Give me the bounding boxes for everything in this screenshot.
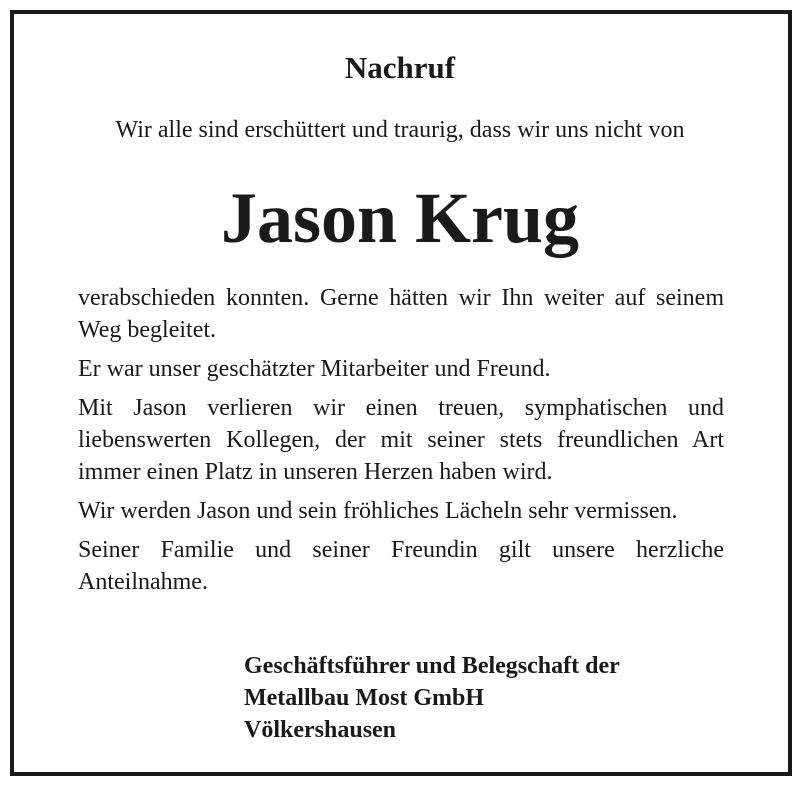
notice-body xyxy=(78,282,724,605)
signature-line-1: Geschäftsführer und Belegschaft der xyxy=(244,653,620,679)
intro-line: Wir alle sind erschüttert und traurig, dass wir uns nicht von xyxy=(115,117,685,143)
paragraph-colleague: Er war unser geschätzter Mitarbeiter und Freund. xyxy=(78,356,551,382)
paragraph-condolence: Seiner Familie und seiner Freundin gilt unsere herzliche Anteilnahme. xyxy=(78,537,724,595)
signature-line-2: Metallbau Most GmbH xyxy=(244,685,484,711)
notice-title: Nachruf xyxy=(344,50,456,85)
paragraph-smile: Wir werden Jason und sein fröhliches Lächeln sehr vermissen. xyxy=(78,498,678,524)
signature-line-3: Völkershausen xyxy=(244,717,397,743)
deceased-name: Jason Krug xyxy=(220,178,580,258)
paragraph-farewell: verabschieden konnten. Gerne hätten wir Ihn weiter auf seinem Weg begleitet. xyxy=(78,285,724,343)
paragraph-memory: Mit Jason verlieren wir einen treuen, symphatischen und liebenswerten Kollegen, der mit seiner stets freundlichen Art immer einen Platz in unseren Herzen haben wird. xyxy=(78,395,724,485)
signature-block xyxy=(244,650,620,746)
